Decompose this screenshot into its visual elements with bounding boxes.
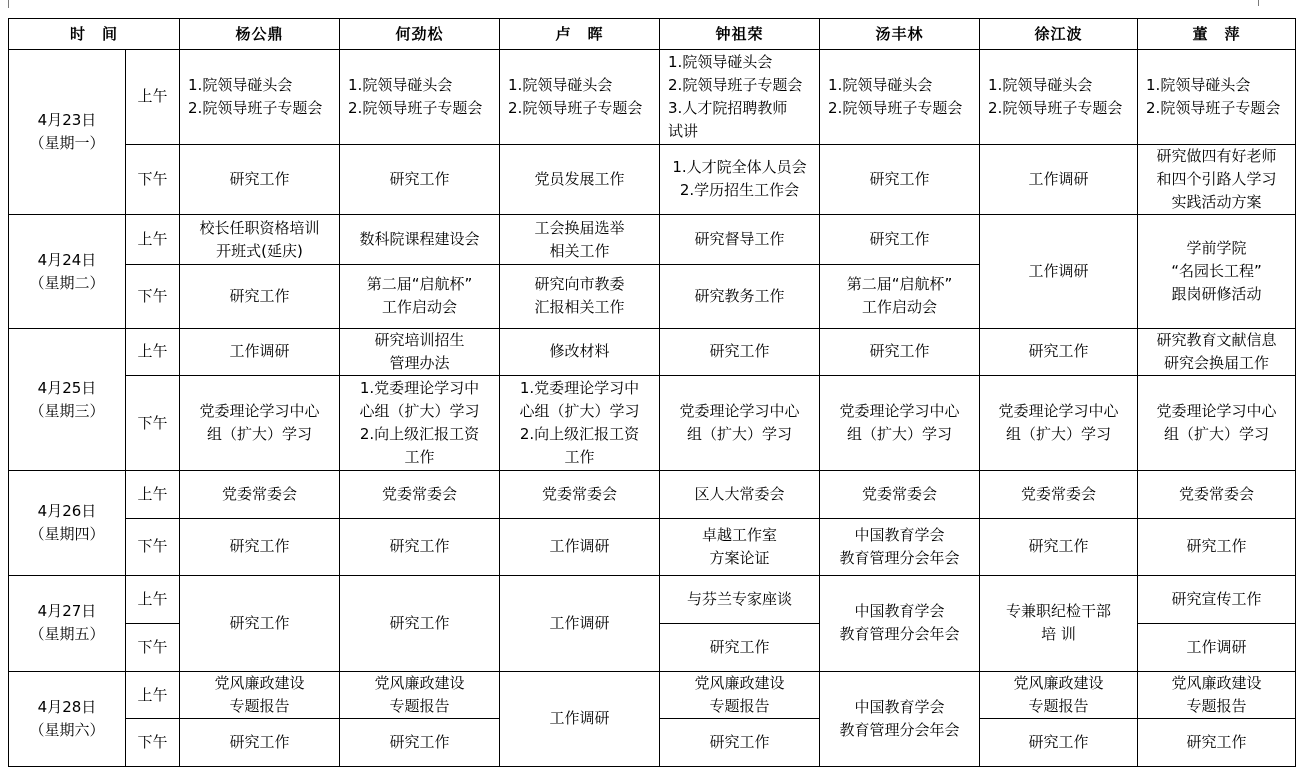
- schedule-text: 研究工作: [1186, 537, 1247, 556]
- schedule-cell: [660, 215, 820, 265]
- day-label: [9, 328, 126, 471]
- schedule-text: 研究工作: [869, 230, 930, 249]
- schedule-text: 研究工作: [229, 537, 290, 556]
- schedule-text: 党委理论学习中心: [1156, 402, 1277, 421]
- day-label: [9, 575, 126, 671]
- ruler-mark-left: [8, 0, 9, 8]
- schedule-cell: [980, 575, 1138, 671]
- schedule-text: 研究工作: [1028, 537, 1089, 556]
- schedule-text: 心组（扩大）学习: [359, 402, 480, 421]
- half-day-text: 下午: [137, 413, 168, 432]
- schedule-text: 组（扩大）学习: [1006, 425, 1112, 444]
- schedule-text: 培 训: [1041, 625, 1076, 644]
- schedule-text: 党风廉政建设: [374, 674, 465, 693]
- header-time: 时 间: [9, 19, 180, 50]
- half-day-text: 下午: [137, 169, 168, 188]
- half-day-label: [126, 471, 180, 519]
- half-day-label: [126, 215, 180, 265]
- schedule-text: 专题报告: [1186, 697, 1247, 716]
- date-text: 4月23日: [37, 111, 97, 130]
- schedule-cell: [1138, 328, 1296, 376]
- schedule-text: 中国教育学会: [854, 697, 945, 716]
- schedule-text: 2.学历招生工作会: [679, 181, 800, 200]
- date-text: 4月25日: [37, 378, 97, 397]
- date-text: 4月26日: [37, 502, 97, 521]
- schedule-cell: [180, 518, 340, 575]
- schedule-text: 研究工作: [389, 169, 450, 188]
- schedule-cell: [180, 471, 340, 519]
- schedule-text: 研究宣传工作: [1171, 589, 1262, 608]
- schedule-text: 工作启动会: [862, 298, 938, 317]
- schedule-cell: [660, 50, 820, 144]
- schedule-cell: [340, 575, 500, 671]
- schedule-cell: [1138, 50, 1296, 144]
- schedule-text: 研究工作: [709, 342, 770, 361]
- date-text: 4月27日: [37, 602, 97, 621]
- schedule-cell: [500, 376, 660, 471]
- schedule-text: 2.院领导班子专题会: [1146, 98, 1281, 117]
- schedule-cell: [340, 518, 500, 575]
- schedule-cell: [340, 144, 500, 215]
- half-day-text: 上午: [137, 342, 168, 361]
- schedule-text: 研究向市教委: [534, 275, 625, 294]
- schedule-cell: [980, 144, 1138, 215]
- schedule-cell: [340, 328, 500, 376]
- schedule-cell: [180, 376, 340, 471]
- schedule-text: 专题报告: [389, 697, 450, 716]
- header-person: 卢 晖: [500, 19, 660, 50]
- schedule-text: 与芬兰专家座谈: [687, 589, 793, 608]
- schedule-cell: [660, 719, 820, 767]
- schedule-text: 党风廉政建设: [694, 674, 785, 693]
- schedule-cell: [340, 471, 500, 519]
- weekday-text: （星期二）: [29, 273, 105, 292]
- schedule-text: 工作调研: [1028, 169, 1089, 188]
- half-day-text: 下午: [137, 638, 168, 656]
- schedule-text: 研究工作: [229, 733, 290, 752]
- schedule-text: 教育管理分会年会: [839, 548, 960, 567]
- schedule-cell: [500, 328, 660, 376]
- half-day-text: 上午: [137, 87, 168, 106]
- weekday-text: （星期一）: [29, 134, 105, 153]
- schedule-text: 专题报告: [229, 697, 290, 716]
- schedule-cell: [180, 671, 340, 719]
- schedule-text: 研究工作: [229, 286, 290, 305]
- schedule-cell: [340, 264, 500, 328]
- schedule-text: 区人大常委会: [694, 485, 785, 504]
- schedule-cell: [980, 719, 1138, 767]
- schedule-cell: [820, 215, 980, 265]
- weekday-text: （星期四）: [29, 525, 105, 544]
- schedule-text: 1.院领导碰头会: [1146, 75, 1251, 94]
- schedule-text: 研究培训招生: [374, 330, 465, 349]
- day-2-am-row: [9, 215, 1296, 265]
- header-person: 徐江波: [980, 19, 1138, 50]
- schedule-cell: [340, 719, 500, 767]
- schedule-cell: [820, 471, 980, 519]
- half-day-text: 上午: [137, 230, 168, 249]
- schedule-text: 第二届“启航杯”: [366, 275, 473, 294]
- schedule-cell: [1138, 671, 1296, 719]
- schedule-text: 研究教育文献信息: [1156, 330, 1277, 349]
- schedule-text: 工会换届选举: [534, 218, 625, 237]
- half-day-label: [126, 575, 180, 624]
- leader-schedule-table: [8, 18, 1296, 767]
- schedule-text: 教育管理分会年会: [839, 625, 960, 644]
- schedule-cell: [980, 671, 1138, 719]
- schedule-text: 研究工作: [229, 169, 290, 188]
- half-day-label: [126, 264, 180, 328]
- schedule-cell: [1138, 575, 1296, 624]
- schedule-text: 实践活动方案: [1171, 192, 1262, 211]
- schedule-text: 1.院领导碰头会: [828, 75, 933, 94]
- schedule-text: 相关工作: [549, 241, 610, 260]
- half-day-label: [126, 719, 180, 767]
- schedule-text: 工作调研: [1028, 262, 1089, 281]
- schedule-text: 党委常委会: [382, 485, 458, 504]
- schedule-text: 研究工作: [229, 613, 290, 632]
- day-6-am-row: [9, 671, 1296, 719]
- header-person: 汤丰林: [820, 19, 980, 50]
- schedule-cell: [660, 671, 820, 719]
- schedule-text: 党委理论学习中心: [998, 402, 1119, 421]
- schedule-text: 党风廉政建设: [1013, 674, 1104, 693]
- schedule-text: 2.向上级汇报工资: [359, 425, 480, 444]
- schedule-text: 汇报相关工作: [534, 298, 625, 317]
- day-1-pm-row: [9, 144, 1296, 215]
- schedule-text: 工作调研: [1186, 638, 1247, 656]
- weekday-text: （星期三）: [29, 401, 105, 420]
- half-day-label: [126, 671, 180, 719]
- schedule-text: 1.院领导碰头会: [668, 52, 773, 71]
- day-label: [9, 471, 126, 575]
- schedule-cell: [660, 624, 820, 672]
- schedule-cell: [660, 328, 820, 376]
- header-person: 何劲松: [340, 19, 500, 50]
- schedule-text: 组（扩大）学习: [207, 425, 313, 444]
- schedule-cell: [660, 518, 820, 575]
- half-day-label: [126, 144, 180, 215]
- schedule-text: 修改材料: [549, 342, 610, 361]
- schedule-cell: [820, 264, 980, 328]
- schedule-cell: [500, 518, 660, 575]
- schedule-cell: [980, 50, 1138, 144]
- schedule-text: 党风廉政建设: [1171, 674, 1262, 693]
- half-day-label: [126, 50, 180, 144]
- schedule-cell: [1138, 471, 1296, 519]
- schedule-cell: [180, 575, 340, 671]
- header-person: 杨公鼎: [180, 19, 340, 50]
- date-text: 4月24日: [37, 250, 97, 269]
- schedule-text: 党委理论学习中心: [679, 402, 800, 421]
- schedule-text: 开班式(延庆): [216, 241, 303, 260]
- schedule-cell: [820, 50, 980, 144]
- schedule-text: 2.向上级汇报工资: [519, 425, 640, 444]
- schedule-cell: [500, 50, 660, 144]
- schedule-cell: [1138, 518, 1296, 575]
- weekday-text: （星期六）: [29, 720, 105, 739]
- schedule-text: 组（扩大）学习: [847, 425, 953, 444]
- schedule-cell: [340, 671, 500, 719]
- schedule-text: 党员发展工作: [534, 169, 625, 188]
- schedule-text: 卓越工作室: [702, 525, 778, 544]
- schedule-text: 教育管理分会年会: [839, 720, 960, 739]
- schedule-cell: [820, 144, 980, 215]
- schedule-text: 研究工作: [389, 733, 450, 752]
- schedule-text: 3.人才院招聘教师: [668, 98, 788, 117]
- schedule-text: 方案论证: [709, 548, 770, 567]
- schedule-text: 试讲: [668, 121, 699, 140]
- schedule-text: 研究工作: [1186, 733, 1247, 752]
- day-3-pm-row: [9, 376, 1296, 471]
- schedule-text: 专题报告: [709, 697, 770, 716]
- schedule-text: 党委常委会: [1021, 485, 1097, 504]
- schedule-text: 研究会换届工作: [1164, 353, 1270, 372]
- schedule-text: 工作: [564, 448, 595, 467]
- schedule-text: 研究工作: [1028, 733, 1089, 752]
- schedule-cell: [980, 328, 1138, 376]
- day-label: [9, 50, 126, 215]
- header-person: 钟祖荣: [660, 19, 820, 50]
- schedule-text: 2.院领导班子专题会: [668, 75, 803, 94]
- schedule-text: 和四个引路人学习: [1156, 169, 1277, 188]
- day-1-am-row: [9, 50, 1296, 144]
- schedule-cell: [180, 264, 340, 328]
- schedule-text: 党委常委会: [222, 485, 298, 504]
- schedule-text: 1.院领导碰头会: [188, 75, 293, 94]
- schedule-text: “名园长工程”: [1171, 262, 1262, 281]
- half-day-text: 下午: [137, 286, 168, 305]
- half-day-text: 上午: [137, 589, 168, 608]
- schedule-cell: [820, 518, 980, 575]
- schedule-cell: [180, 215, 340, 265]
- half-day-text: 下午: [137, 537, 168, 556]
- schedule-text: 工作调研: [229, 342, 290, 361]
- schedule-cell: [820, 671, 980, 766]
- schedule-cell: [820, 575, 980, 671]
- schedule-text: 工作调研: [549, 613, 610, 632]
- schedule-text: 组（扩大）学习: [1164, 425, 1270, 444]
- date-text: 4月28日: [37, 697, 97, 716]
- schedule-cell: [820, 328, 980, 376]
- schedule-cell: [500, 215, 660, 265]
- weekday-text: （星期五）: [29, 625, 105, 644]
- schedule-cell: [180, 719, 340, 767]
- schedule-text: 2.院领导班子专题会: [188, 98, 323, 117]
- schedule-cell: [660, 264, 820, 328]
- schedule-cell: [180, 50, 340, 144]
- schedule-text: 研究督导工作: [694, 230, 785, 249]
- schedule-cell: [660, 376, 820, 471]
- header-row: [9, 19, 1296, 50]
- schedule-text: 研究教务工作: [694, 286, 785, 305]
- schedule-text: 1.人才院全体人员会: [672, 158, 807, 177]
- schedule-cell: [1138, 719, 1296, 767]
- schedule-text: 第二届“启航杯”: [846, 275, 953, 294]
- schedule-text: 数科院课程建设会: [359, 230, 480, 249]
- schedule-text: 跟岗研修活动: [1171, 285, 1262, 304]
- schedule-text: 研究工作: [709, 733, 770, 752]
- schedule-text: 党风廉政建设: [214, 674, 305, 693]
- schedule-text: 党委理论学习中心: [839, 402, 960, 421]
- day-3-am-row: [9, 328, 1296, 376]
- half-day-label: [126, 376, 180, 471]
- schedule-text: 研究做四有好老师: [1156, 146, 1277, 165]
- header-person: 董 萍: [1138, 19, 1296, 50]
- schedule-cell: [340, 50, 500, 144]
- schedule-cell: [1138, 144, 1296, 215]
- schedule-text: 组（扩大）学习: [687, 425, 793, 444]
- schedule-cell: [1138, 376, 1296, 471]
- schedule-text: 1.院领导碰头会: [348, 75, 453, 94]
- schedule-text: 研究工作: [869, 169, 930, 188]
- schedule-cell: [980, 215, 1138, 328]
- schedule-text: 工作调研: [549, 709, 610, 728]
- schedule-text: 党委常委会: [862, 485, 938, 504]
- schedule-text: 中国教育学会: [854, 602, 945, 621]
- schedule-cell: [340, 376, 500, 471]
- schedule-text: 工作启动会: [382, 298, 458, 317]
- schedule-text: 专兼职纪检干部: [1006, 602, 1112, 621]
- schedule-text: 学前学院: [1186, 239, 1247, 258]
- half-day-text: 上午: [137, 685, 168, 704]
- schedule-cell: [500, 471, 660, 519]
- schedule-text: 研究工作: [389, 537, 450, 556]
- schedule-text: 研究工作: [389, 613, 450, 632]
- schedule-text: 工作: [404, 448, 435, 467]
- half-day-label: [126, 518, 180, 575]
- schedule-text: 研究工作: [709, 638, 770, 656]
- schedule-text: 1.党委理论学习中: [359, 379, 480, 398]
- schedule-cell: [980, 376, 1138, 471]
- schedule-text: 2.院领导班子专题会: [988, 98, 1123, 117]
- schedule-cell: [660, 575, 820, 624]
- schedule-text: 1.院领导碰头会: [508, 75, 613, 94]
- schedule-text: 专题报告: [1028, 697, 1089, 716]
- schedule-cell: [180, 328, 340, 376]
- day-4-am-row: [9, 471, 1296, 519]
- day-5-am-row: [9, 575, 1296, 624]
- schedule-text: 2.院领导班子专题会: [828, 98, 963, 117]
- schedule-cell: [340, 215, 500, 265]
- schedule-cell: [660, 144, 820, 215]
- schedule-text: 2.院领导班子专题会: [508, 98, 643, 117]
- schedule-cell: [500, 144, 660, 215]
- schedule-text: 党委常委会: [1179, 485, 1255, 504]
- schedule-text: 1.党委理论学习中: [519, 379, 640, 398]
- day-4-pm-row: [9, 518, 1296, 575]
- half-day-text: 上午: [137, 485, 168, 504]
- schedule-text: 2.院领导班子专题会: [348, 98, 483, 117]
- schedule-cell: [500, 671, 660, 766]
- ruler-mark-right: [1258, 0, 1259, 6]
- schedule-text: 研究工作: [869, 342, 930, 361]
- schedule-cell: [1138, 215, 1296, 328]
- schedule-text: 校长任职资格培训: [199, 218, 320, 237]
- half-day-text: 下午: [137, 733, 168, 752]
- schedule-text: 管理办法: [389, 353, 450, 372]
- schedule-text: 心组（扩大）学习: [519, 402, 640, 421]
- day-label: [9, 671, 126, 766]
- schedule-text: 研究工作: [1028, 342, 1089, 361]
- schedule-cell: [500, 264, 660, 328]
- half-day-label: [126, 624, 180, 672]
- schedule-text: 党委常委会: [542, 485, 618, 504]
- schedule-cell: [820, 376, 980, 471]
- schedule-cell: [500, 575, 660, 671]
- schedule-cell: [1138, 624, 1296, 672]
- schedule-text: 1.院领导碰头会: [988, 75, 1093, 94]
- schedule-text: 中国教育学会: [854, 525, 945, 544]
- half-day-label: [126, 328, 180, 376]
- schedule-text: 工作调研: [549, 537, 610, 556]
- schedule-cell: [980, 518, 1138, 575]
- schedule-cell: [980, 471, 1138, 519]
- day-label: [9, 215, 126, 328]
- schedule-cell: [660, 471, 820, 519]
- schedule-text: 党委理论学习中心: [199, 402, 320, 421]
- schedule-cell: [180, 144, 340, 215]
